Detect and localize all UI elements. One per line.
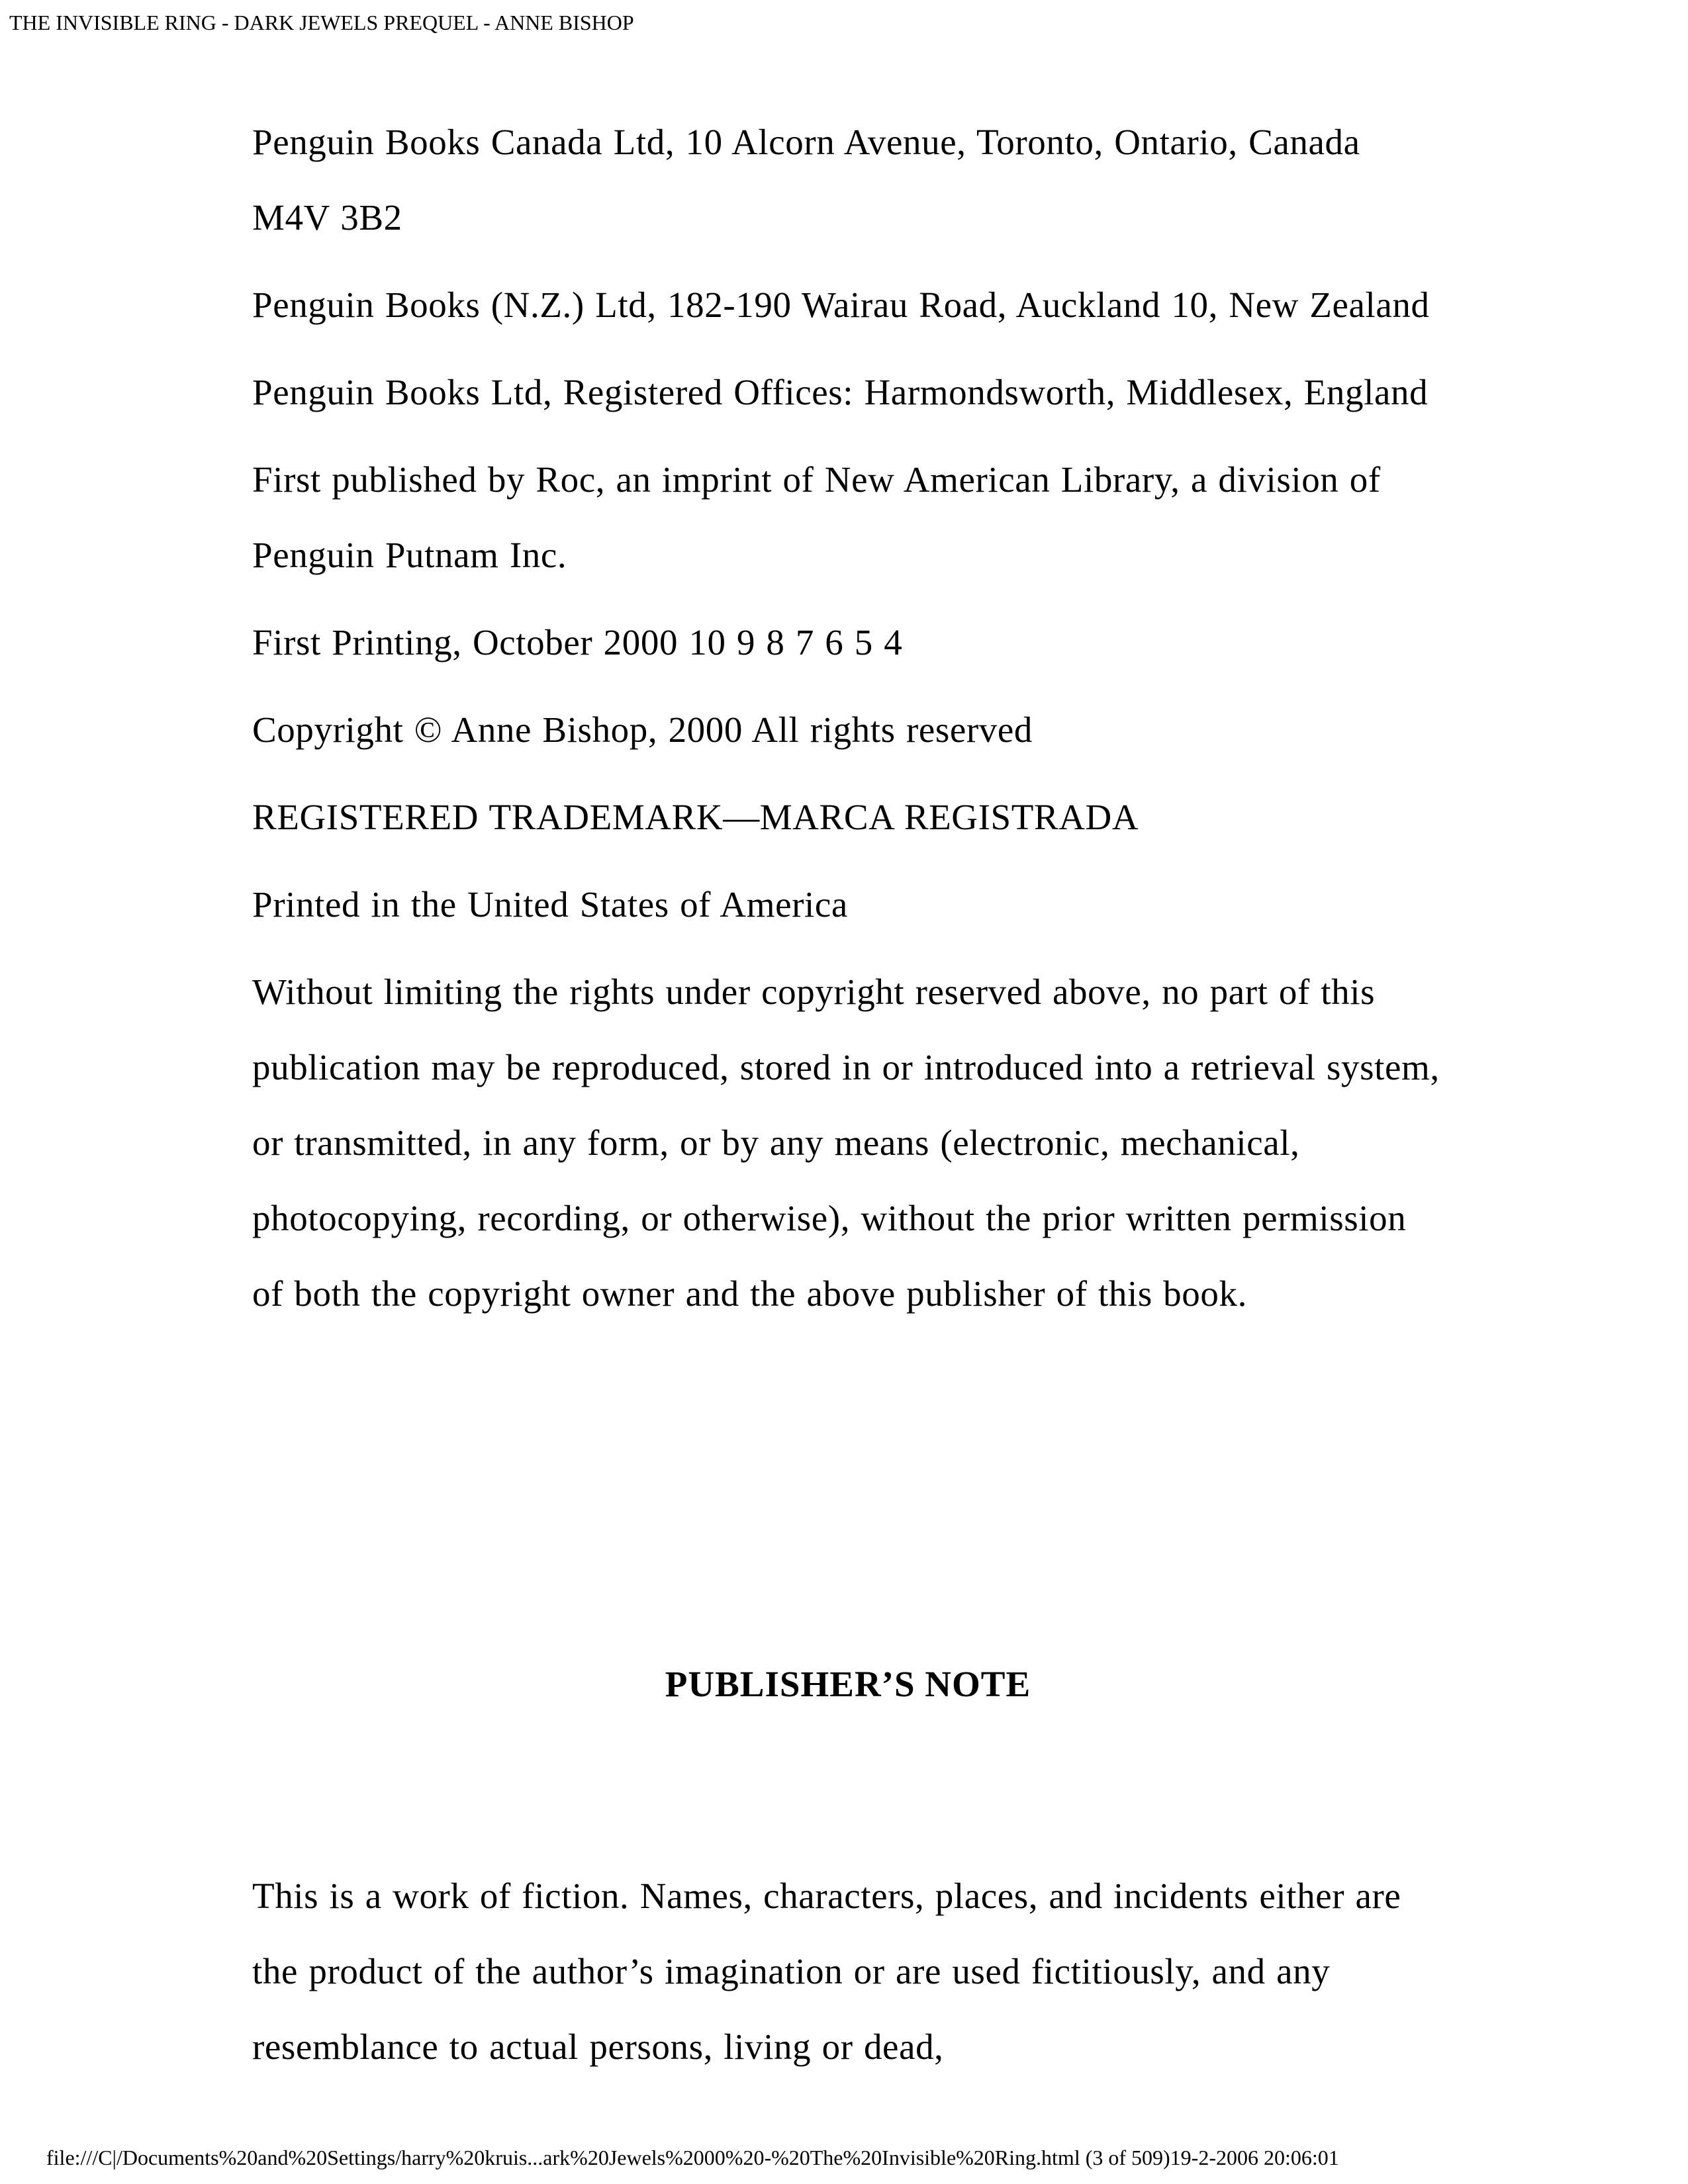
- first-printing-line: First Printing, October 2000 10 9 8 7 6 5 4: [252, 622, 903, 662]
- publisher-address-canada: Penguin Books Canada Ltd, 10 Alcorn Avenue, Toronto, Ontario, Canada M4V 3B2: [252, 122, 1360, 238]
- copyright-line: Copyright © Anne Bishop, 2000 All rights reserved: [252, 709, 1033, 750]
- publisher-address-nz: Penguin Books (N.Z.) Ltd, 182-190 Wairau Road, Auckland 10, New Zealand: [252, 285, 1430, 325]
- trademark-line: REGISTERED TRADEMARK—MARCA REGISTRADA: [252, 797, 1139, 837]
- rights-statement: Without limiting the rights under copyright reserved above, no part of this publication may be reproduced, stored in or introduced into a retrieval system, or transmitted, in any form, or by any means (electronic, mechanical, photocopying, recording, or otherwise), without the prior written permission of both the copyright owner and the above publisher of this book.: [252, 972, 1440, 1314]
- page-header: THE INVISIBLE RING - DARK JEWELS PREQUEL - ANNE BISHOP: [9, 11, 634, 34]
- publishers-note-text: This is a work of fiction. Names, characters, places, and incidents either are the product of the author’s imagination or are used fictitiously, and any resemblance to actual persons, living or dead,: [252, 1876, 1401, 2067]
- publishers-note-section: [252, 1858, 1444, 2097]
- publishers-note-title: PUBLISHER’S NOTE: [665, 1664, 1031, 1704]
- copyright-section: [252, 105, 1444, 1343]
- publisher-registered-offices: Penguin Books Ltd, Registered Offices: Harmondsworth, Middlesex, England: [252, 372, 1429, 412]
- printed-in-line: Printed in the United States of America: [252, 884, 848, 925]
- page-footer-path: file:///C|/Documents%20and%20Settings/harry%20kruis...ark%20Jewels%2000%20-%20The%20Invisible%20Ring.html (3 of 509)19-2-2006 20:06:01: [46, 2146, 1339, 2169]
- first-published-line: First published by Roc, an imprint of New American Library, a division of Penguin Putnam Inc.: [252, 459, 1381, 575]
